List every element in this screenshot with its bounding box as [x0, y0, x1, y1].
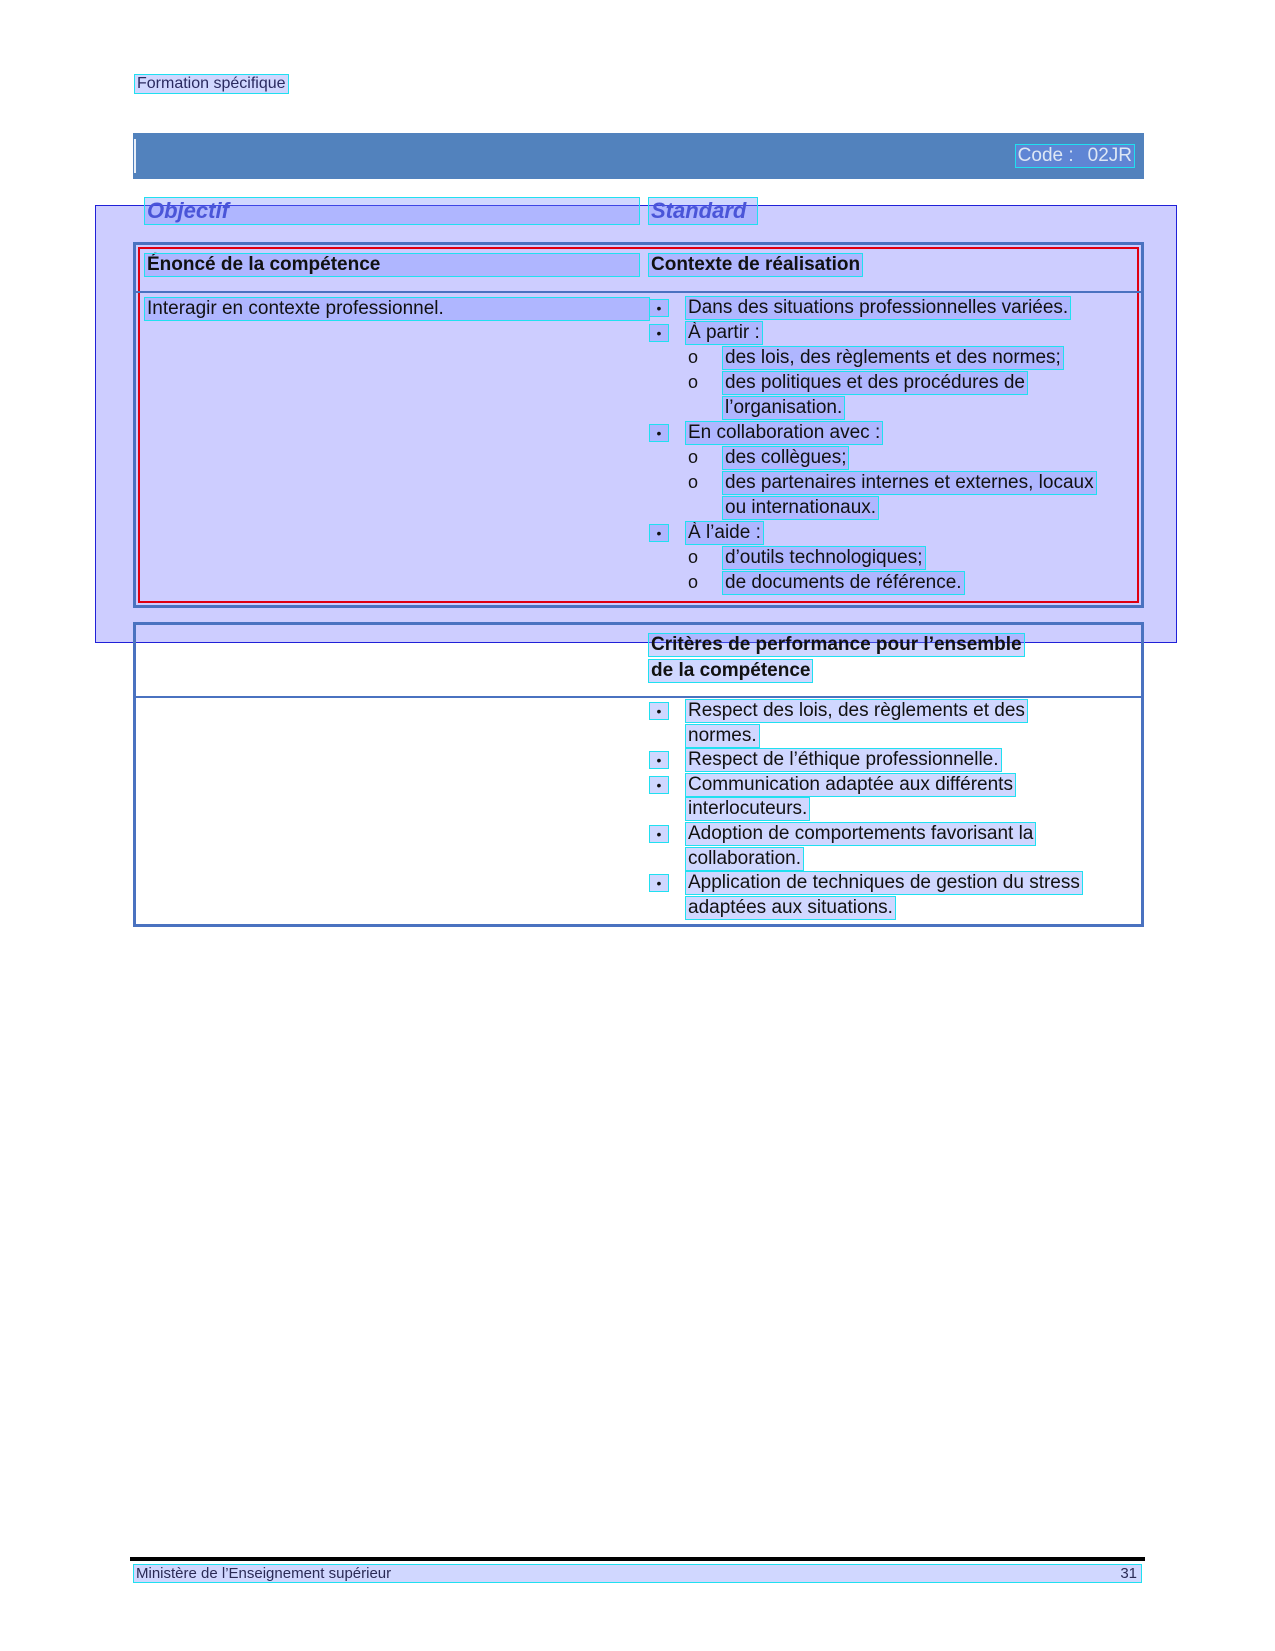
bullet-icon: •: [650, 752, 668, 768]
bullet-icon: •: [650, 826, 668, 842]
page-footer: [134, 1565, 1141, 1582]
sub-bullet-icon: o: [688, 447, 699, 467]
criteria-line: adaptées aux situations.: [688, 896, 893, 918]
context-line: des lois, des règlements et des normes;: [725, 347, 1061, 368]
criteria-line: Respect des lois, des règlements et des: [688, 700, 1025, 721]
footer-rule: [130, 1557, 1145, 1561]
context-line: des politiques et des procédures de: [725, 372, 1025, 393]
context-line: En collaboration avec :: [688, 422, 881, 443]
context-line: des partenaires internes et externes, locaux: [725, 472, 1094, 493]
contexte-header: Contexte de réalisation: [651, 254, 861, 275]
criteria-line: normes.: [688, 724, 757, 746]
bullet-icon: •: [650, 425, 668, 441]
objectif-title: Objectif: [145, 198, 639, 224]
code-label: Code :: [1017, 145, 1074, 166]
enonce-header: Énoncé de la compétence: [145, 254, 639, 276]
competency-code: [1016, 145, 1134, 167]
standard-title: Standard: [649, 198, 757, 224]
context-line: de documents de référence.: [725, 572, 962, 593]
criteria-header-line1: Critères de performance pour l’ensemble: [651, 634, 1022, 655]
criteria-line: Respect de l’éthique professionnelle.: [688, 749, 999, 771]
table-divider: [136, 696, 1141, 698]
competency-statement: Interagir en contexte professionnel.: [145, 298, 649, 320]
bullet-icon: •: [650, 777, 668, 793]
page-number: 31: [1120, 1565, 1137, 1582]
code-bar: [133, 133, 1144, 179]
criteria-header-line2: de la compétence: [651, 660, 811, 681]
sub-bullet-icon: o: [688, 572, 699, 592]
sub-bullet-icon: o: [688, 472, 699, 492]
context-line: Dans des situations professionnelles variées.: [688, 297, 1069, 318]
bullet-icon: •: [650, 875, 668, 891]
context-line: À l’aide :: [688, 522, 761, 543]
criteria-line: interlocuteurs.: [688, 798, 808, 820]
bullet-icon: •: [650, 525, 668, 541]
context-line: ou internationaux.: [725, 497, 877, 518]
table-divider: [136, 291, 1141, 293]
sub-bullet-icon: o: [688, 547, 699, 567]
criteria-line: Application de techniques de gestion du stress: [688, 872, 1080, 894]
context-line: des collègues;: [725, 447, 847, 468]
sub-bullet-icon: o: [688, 372, 699, 392]
criteria-line: Communication adaptée aux différents: [688, 773, 1013, 795]
footer-ministry: Ministère de l’Enseignement supérieur: [136, 1565, 392, 1582]
bullet-icon: •: [650, 300, 668, 316]
context-line: À partir :: [688, 322, 760, 343]
sub-bullet-icon: o: [688, 347, 699, 367]
running-head-title: Formation spécifique: [137, 75, 286, 92]
context-line: d’outils technologiques;: [725, 547, 923, 568]
context-line: l’organisation.: [725, 397, 843, 418]
code-bar-marker: [134, 139, 136, 173]
code-value: 02JR: [1087, 145, 1132, 166]
bullet-icon: •: [650, 325, 668, 341]
criteria-line: Adoption de comportements favorisant la: [688, 823, 1034, 844]
criteria-line: collaboration.: [688, 847, 802, 869]
bullet-icon: •: [650, 703, 668, 719]
